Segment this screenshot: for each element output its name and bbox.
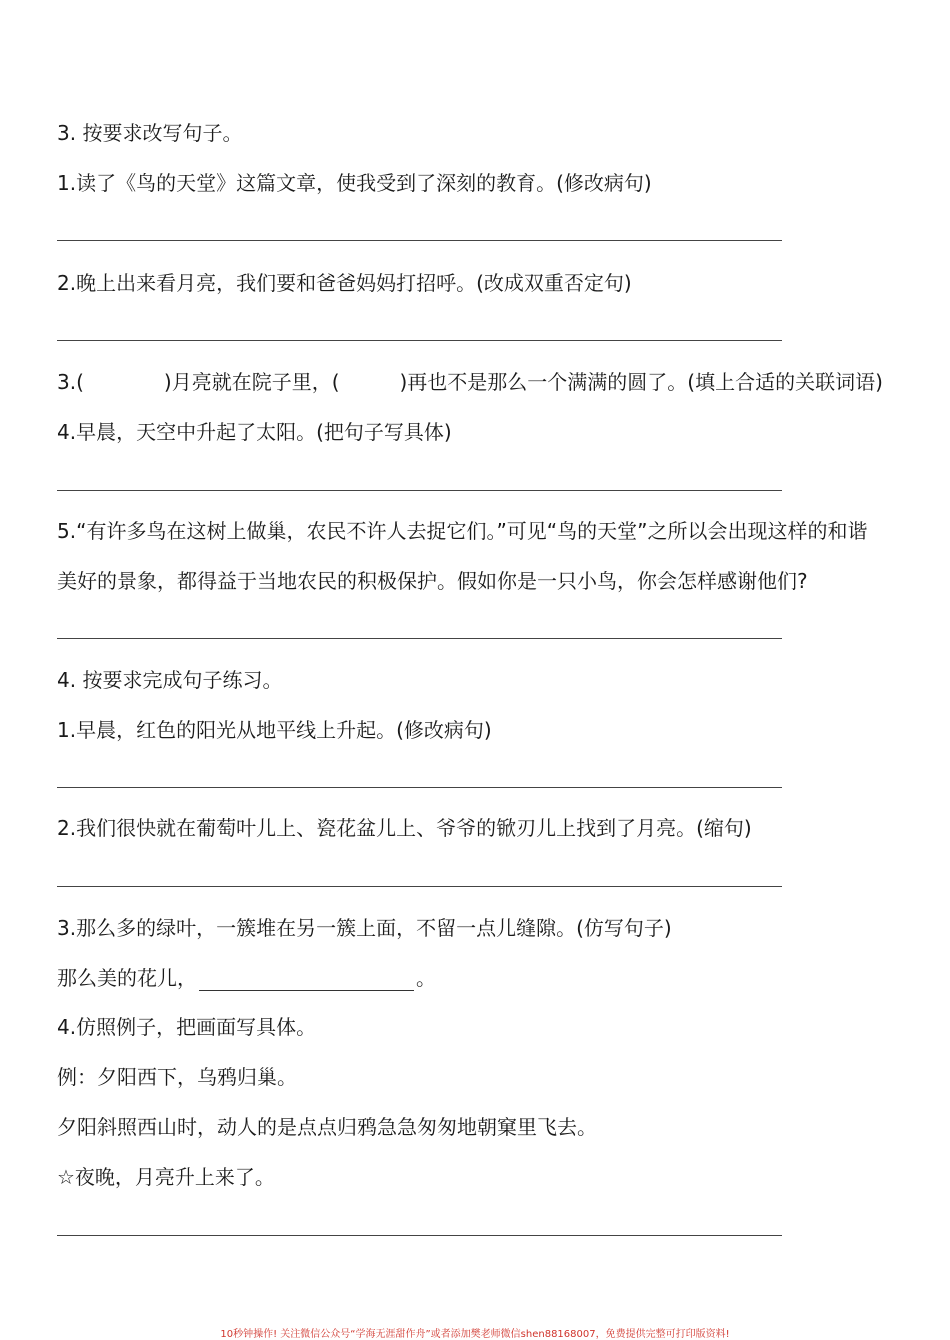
- s4-q3-fill-line: [57, 965, 436, 991]
- section-4-heading: 4. 按要求完成句子练习。: [57, 668, 283, 692]
- s4-question-4: 4.仿照例子，把画面写具体。: [57, 1015, 317, 1039]
- s3-q5-answer-line: [57, 638, 782, 639]
- s3-question-5-line-2: 美好的景象，都得益于当地农民的积极保护。假如你是一只小鸟，你会怎样感谢他们?: [57, 569, 808, 593]
- s3-question-4: 4.早晨，天空中升起了太阳。(把句子写具体): [57, 420, 452, 444]
- s4-example-1: 例：夕阳西下，乌鸦归巢。: [57, 1065, 297, 1089]
- s3-question-1: 1.读了《鸟的天堂》这篇文章，使我受到了深刻的教育。(修改病句): [57, 171, 652, 195]
- s4-q3-end: 。: [416, 966, 436, 990]
- s3-q3-part3: )再也不是那么一个满满的圆了。(填上合适的关联词语): [399, 370, 883, 394]
- s3-question-2: 2.晚上出来看月亮，我们要和爸爸妈妈打招呼。(改成双重否定句): [57, 271, 632, 295]
- s3-question-5-line-1: 5.“有许多鸟在这树上做巢，农民不许人去捉它们。”可见“鸟的天堂”之所以会出现这样的和谐: [57, 519, 868, 543]
- s4-question-2: 2.我们很快就在葡萄叶儿上、瓷花盆儿上、爷爷的锨刃儿上找到了月亮。(缩句): [57, 816, 752, 840]
- section-3-heading: 3. 按要求改写句子。: [57, 121, 243, 145]
- s4-example-2: 夕阳斜照西山时，动人的是点点归鸦急急匆匆地朝窠里飞去。: [57, 1115, 597, 1139]
- s3-q2-answer-line: [57, 340, 782, 341]
- footer-notice: 10秒钟操作! 关注微信公众号“学海无涯甜作舟”或者添加樊老师微信shen88168007，免费提供完整可打印版资料!: [220, 1329, 730, 1340]
- s4-question-3: 3.那么多的绿叶，一簇堆在另一簇上面，不留一点儿缝隙。(仿写句子): [57, 916, 672, 940]
- s3-question-3: [57, 369, 883, 395]
- s4-task-answer-line: [57, 1235, 782, 1236]
- s4-q3-blank: [199, 970, 414, 991]
- s4-question-1: 1.早晨，红色的阳光从地平线上升起。(修改病句): [57, 718, 492, 742]
- s3-q3-part1: 3.(: [57, 370, 84, 394]
- s4-q2-answer-line: [57, 886, 782, 887]
- s4-task: ☆夜晚，月亮升上来了。: [57, 1165, 275, 1189]
- s4-q1-answer-line: [57, 787, 782, 788]
- s3-q3-part2: )月亮就在院子里，(: [163, 370, 340, 394]
- s3-q4-answer-line: [57, 490, 782, 491]
- s3-q1-answer-line: [57, 240, 782, 241]
- s4-q3-prompt: 那么美的花儿，: [57, 966, 197, 990]
